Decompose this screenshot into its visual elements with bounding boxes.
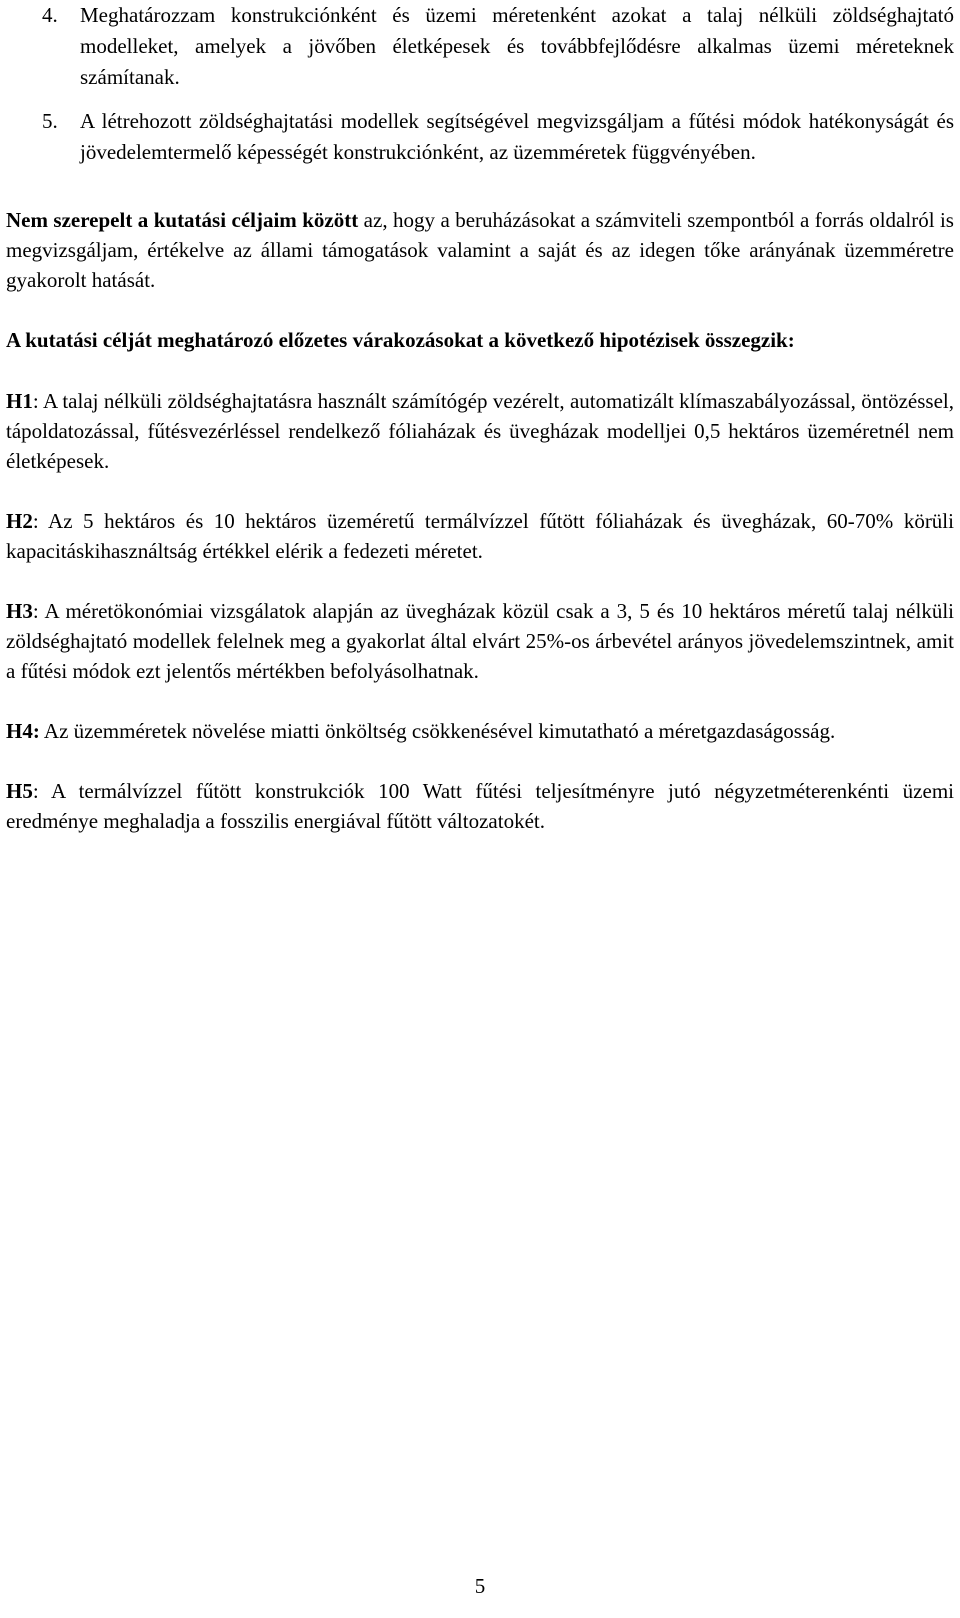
hypothesis-label: H2 [6,509,33,533]
hypotheses-intro: A kutatási célját meghatározó előzetes várakozásokat a következő hipotézisek összegzik: [6,328,795,352]
objectives-list [6,0,954,168]
list-text: A létrehozott zöldséghajtatási modellek segítségével megvizsgáljam a fűtési módok hatékonyságát és jövedelemtermelő képességét konstrukciónként, az üzemméretek függvényében. [80,109,954,164]
hypothesis-label: H4: [6,719,40,743]
hypothesis-text: Az üzemméretek növelése miatti önköltség csökkenésével kimutatható a méretgazdaságosság. [43,719,836,743]
scope-bold-lead: Nem szerepelt a kutatási céljaim között [6,208,359,232]
hypothesis-h3 [6,596,954,686]
hypothesis-text: A termálvízzel fűtött konstrukciók 100 Watt fűtési teljesítményre jutó négyzetméterenkénti üzemi eredménye meghaladja a fosszilis energiával fűtött változatokét. [6,779,954,833]
hypothesis-separator: : [32,509,49,533]
hypothesis-label: H1 [6,389,33,413]
list-item [6,106,954,168]
hypothesis-separator: : [32,599,45,623]
hypothesis-h4 [6,716,954,746]
list-number: 4. [42,3,58,27]
hypothesis-separator: : [32,779,52,803]
hypothesis-label: H5 [6,779,33,803]
hypothesis-h5 [6,776,954,836]
document-body [6,0,954,836]
list-item [6,0,954,93]
scope-paragraph [6,205,954,295]
hypothesis-text: A méretökonómiai vizsgálatok alapján az üvegházak közül csak a 3, 5 és 10 hektáros méretű talaj nélküli zöldséghajtató modellek felelnek meg a gyakorlat által elvárt 25%-os árbevétel arányos jövedelemszintnek, amit a fűtési módok ezt jelentős mértékben befolyásolhatnak. [6,599,954,683]
scope-text: az, hogy a beruházásokat a számviteli szempontból a forrás oldalról is megvizsgáljam, értékelve az állami támogatások valamint a saját és az idegen tőke arányának üzemméretre gyakorolt hatását. [6,208,954,292]
page-number: 5 [474,1574,486,1598]
hypothesis-h2 [6,506,954,566]
hypothesis-separator: : [32,389,43,413]
hypothesis-h1 [6,386,954,476]
hypothesis-text: Az 5 hektáros és 10 hektáros üzeméretű termálvízzel fűtött fóliaházak és üvegházak, 60-70% körüli kapacitáskihasználtság értékkel elérik a fedezeti méretet. [6,509,954,563]
list-number: 5. [42,109,58,133]
hypothesis-text: A talaj nélküli zöldséghajtatásra használt számítógép vezérelt, automatizált klímaszabályozással, öntözéssel, tápoldatozással, fűtésvezérléssel rendelkező fóliaházak és üvegházak modelljei 0,5 hektáros üzeméretnél nem életképesek. [6,389,954,473]
page-number-container [0,1572,960,1600]
hypothesis-label: H3 [6,599,33,623]
list-text: Meghatározzam konstrukciónként és üzemi méretenként azokat a talaj nélküli zöldséghajtató modelleket, amelyek a jövőben életképesek és továbbfejlődésre alkalmas üzemi méreteknek számítanak. [80,3,954,89]
